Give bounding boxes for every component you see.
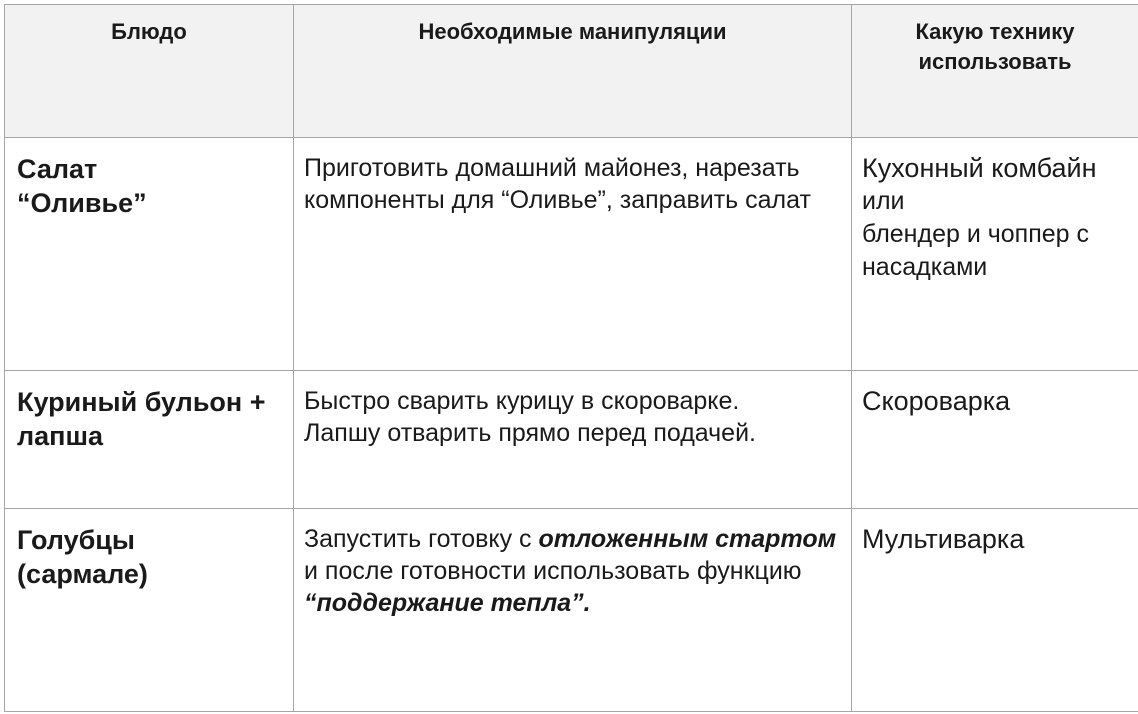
- steps-line: компоненты для “Оливье”, заправить салат: [304, 186, 811, 214]
- steps-text-plain: Запустить готовку с: [304, 525, 539, 553]
- dish-name-line: Куриный бульон +: [17, 387, 266, 417]
- table-row: [5, 371, 1138, 509]
- steps-cell: [294, 371, 852, 509]
- steps-cell: [294, 138, 852, 371]
- dish-cell: [5, 509, 294, 712]
- header-steps-label: Необходимые манипуляции: [418, 19, 727, 44]
- header-steps: [294, 5, 852, 138]
- tech-line: насадками: [862, 253, 988, 281]
- dish-name-line: лапша: [17, 421, 103, 451]
- table-row: [5, 138, 1138, 371]
- steps-text-emphasis: “поддержание тепла”.: [304, 589, 591, 617]
- tech-line: Скороварка: [862, 386, 1011, 416]
- header-row: [5, 5, 1138, 138]
- steps-line: Быстро сварить курицу в скороварке.: [304, 387, 740, 415]
- dish-cell: [5, 371, 294, 509]
- header-tech-label-line2: использовать: [918, 49, 1072, 74]
- dish-name-line: (сармале): [17, 559, 148, 589]
- steps-line: и после готовности использовать функцию: [304, 557, 802, 585]
- tech-cell: [852, 509, 1138, 712]
- steps-line: Лапшу отварить прямо перед подачей.: [304, 419, 756, 447]
- steps-cell: [294, 509, 852, 712]
- tech-cell: [852, 138, 1138, 371]
- header-tech-label-line1: Какую технику: [915, 19, 1075, 44]
- tech-line: или: [862, 187, 905, 215]
- tech-line: блендер и чоппер с: [862, 220, 1090, 248]
- dish-name-line: “Оливье”: [17, 188, 147, 218]
- steps-line: Приготовить домашний майонез, нарезать: [304, 154, 800, 182]
- steps-line: [304, 523, 851, 555]
- tech-cell: [852, 371, 1138, 509]
- header-dish: [5, 5, 294, 138]
- tech-line: Мультиварка: [862, 524, 1025, 554]
- table-row: [5, 509, 1138, 712]
- header-dish-label: Блюдо: [111, 19, 187, 44]
- steps-text-emphasis: отложенным стартом: [538, 525, 837, 553]
- tech-line: Кухонный комбайн: [862, 153, 1097, 183]
- dishes-table: [4, 4, 1138, 712]
- header-tech: [852, 5, 1138, 138]
- dish-name-line: Голубцы: [17, 525, 135, 555]
- dish-name-line: Салат: [17, 154, 98, 184]
- dish-cell: [5, 138, 294, 371]
